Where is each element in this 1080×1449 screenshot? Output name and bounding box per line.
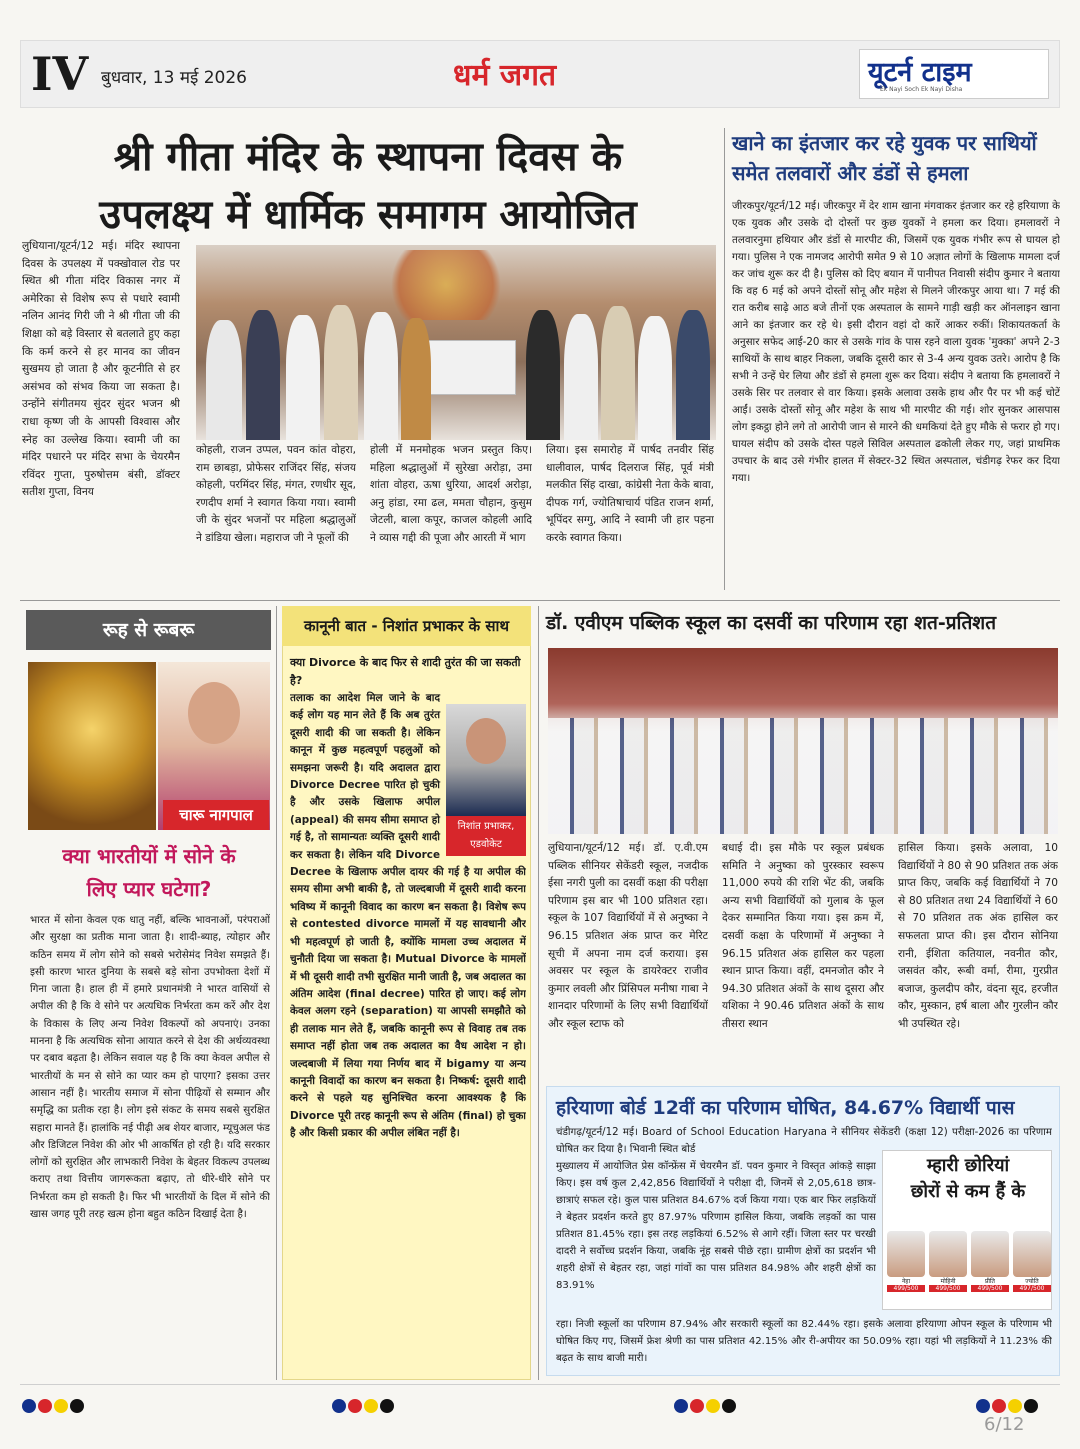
gold-column-banner [26,610,271,650]
school-students-photo [548,648,1058,834]
school-text-col1: लुधियाना/यूटर्न/12 मई। डॉ. ए.वी.एम पब्लिक सीनियर सेकेंडरी स्कूल, नजदीक ईसा नगरी पुली का दसवीं कक्षा की परीक्षा परिणाम इस बार भी 100 प्रतिशत रहा। स्कूल के 107 विद्यार्थियों में से अनुष्का ने 96.15 प्रतिशत अंक प्राप्त कर मेरिट सूची में अपना नाम दर्ज कराया। इस अवसर पर स्कूल के डायरेक्टर राजीव कुमार लवली और प्रिंसिपल मनीषा गाबा ने शानदार परिणामों के लिए सभी विद्यार्थियों और स्कूल स्टाफ को [548,842,708,1030]
attack-headline [732,128,1060,188]
topper-score: 499/500 [971,1285,1009,1292]
topper-score: 499/500 [887,1285,925,1292]
school-text-col3: हासिल किया। इसके अलावा, 10 विद्यार्थियों ने 80 से 90 प्रतिशत तक अंक प्राप्त किए, जबकि कई विद्यार्थियों ने 70 से 80 प्रतिशत तथा 24 विद्यार्थियों ने 60 से 70 प्रतिशत तक अंक हासिल कर सफलता प्राप्त की। इस दौरान सोनिया रानी, ईशिता कतियाल, नवनीत कौर, जसवंत कौर, रूबी वर्मा, रीमा, गुरप्रीत बजाज, कुलदीप कौर, वंदना सूद, हरजीत कौर, मुस्कान, हर्ष बाला और गुरलीन कौर भी उपस्थित रहे। [898,842,1058,1030]
toppers-inset [882,1150,1052,1310]
topper-name: मोहिनी [940,1278,956,1285]
page-header [20,40,1060,108]
school-text-col2: बधाई दी। इस मौके पर स्कूल प्रबंधक समिति ने अनुष्का को पुरस्कार स्वरूप 11,000 रुपये की राशि भेंट की, जबकि अन्य सभी विद्यार्थियों को गुलाब के फूल देकर सम्मानित किया गया। इस क्रम में, दसवीं कक्षा के परिणामों में अनुष्का ने 96.15 प्रतिशत अंक हासिल कर पहला स्थान प्राप्त किया। वहीं, दमनजोत कौर ने 94.30 प्रतिशत अंकों के साथ दूसरा और यशिका ने 90.46 प्रतिशत अंकों के साथ तीसरा स्थान [722,842,884,1030]
page-roman-numeral: IV [31,47,89,101]
advocate-title: एडवोकेट [470,839,502,850]
gold-jewelry-photo [28,662,156,830]
legal-question: क्या Divorce के बाद फिर से शादी तुरंत की जा सकती है? [290,656,521,687]
board-intro: चंडीगढ़/यूटर्न/12 मई। Board of School Education Haryana ने सीनियर सेकेंडरी (कक्षा 12) परीक्षा-2026 का परिणाम घोषित कर दिया है। भिवानी स्थित बोर्ड [556,1127,1052,1155]
topper-2 [929,1231,967,1307]
masthead-logo [859,49,1049,99]
lead-text-col4: लिया। इस समारोह में पार्षद तनवीर सिंह धालीवाल, पार्षद दिलराज सिंह, पूर्व मंत्री मलकीत सिंह दाखा, कांग्रेसी नेता केके बावा, दीपक गर्ग, ज्योतिषाचार्य पंडित राजन शर्मा, भूपिंदर सग्गु, आदि ने स्वामी जी हार पहना करके स्वागत किया। [546,444,714,544]
section-title: धर्म जगत [453,58,557,93]
lead-text-col2: कोहली, राजन उप्पल, पवन कांत वोहरा, राम छाबड़ा, प्रोफेसर राजिंदर सिंह, संजय कोहली, परमिंदर सिंह, मंगत, रणधीर सूद, रणदीप शर्मा ने स्वागत किया गया। स्वामी जी के सुंदर भजनों पर महिला श्रद्धालुओं ने डांडिया खेला। महाराज जी ने फूलों की [196,444,356,544]
inset-line2: छोरों से कम हैं के [910,1181,1026,1202]
topper-name: प्रीति [985,1278,995,1285]
inset-line1: म्हारी छोरियां [926,1155,1010,1176]
legal-column-banner [282,606,531,646]
topper-3 [971,1231,1009,1307]
gold-headline-line2: लिए प्यार घटेगा? [86,877,212,901]
topper-name: ज्योति [1025,1278,1039,1285]
topper-name: नेहा [901,1278,911,1285]
legal-body-text: तलाक का आदेश मिल जाने के बाद कई लोग यह मान लेते हैं कि अब तुरंत दूसरी शादी की जा सकती है। लेकिन कानून में कुछ महत्वपूर्ण पहलुओं को समझना जरूरी है। यदि अदालत द्वारा Divorce Decree पारित हो चुकी है और उसके खिलाफ अपील (appeal) की समय सीमा समाप्त हो गई है, तो सामान्यतः व्यक्ति दूसरी शादी कर सकता है। लेकिन यदि Divorce Decree के खिलाफ अपील दायर की गई है या अपील की समय सीमा अभी बाकी है, तो जल्दबाजी में दूसरी शादी करना भविष्य में कानूनी विवाद का कारण बन सकता है। विशेष रूप से contested divorce मामलों में यह सावधानी और भी महत्वपूर्ण हो जाती है, क्योंकि मामला उच्च अदालत में चुनौती दिया जा सकता है। Mutual Divorce के मामलों में भी दूसरी शादी तभी सुरक्षित मानी जाती है, जब अदालत का अंतिम आदेश (final decree) पारित हो जाए। कई लोग केवल अलग रहने (separation) या आपसी समझौते को ही तलाक मान लेते हैं, जबकि कानूनी रूप से विवाह तब तक समाप्त नहीं होता जब तक अदालत का वैध आदेश न हो। जल्दबाजी में लिया गया निर्णय बाद में bigamy या अन्य कानूनी विवादों का कारण बन सकता है। निष्कर्ष: दूसरी शादी करने से पहले यह सुनिश्चित करना आवश्यक है कि Divorce पूरी तरह कानूनी रूप से अंतिम (final) हो चुका है और किसी प्रकार की अपील लंबित नहीं है। [290,692,526,1140]
board-headline: हरियाणा बोर्ड 12वीं का परिणाम घोषित, 84.67% विद्यार्थी पास [556,1097,1015,1119]
gold-body: भारत में सोना केवल एक धातु नहीं, बल्कि भावनाओं, परंपराओं और सुरक्षा का प्रतीक माना जाता है। शादी-ब्याह, त्योहार और कठिन समय में लोग सोने को सबसे भरोसेमंद निवेश समझते हैं। इसी कारण भारत दुनिया के सबसे बड़े सोना उपभोक्ता देशों में गिना जाता है। हाल ही में हमारे प्रधानमंत्री ने भारत वासियों से अपील की है कि वे सोने पर अत्यधिक निर्भरता कम करें और देश के विकास के लिए अन्य निवेश विकल्पों को अपनाएं। उनका मानना है कि अत्यधिक सोना आयात करने से देश की अर्थव्यवस्था पर दबाव बढ़ता है। लेकिन सवाल यह है कि क्या केवल अपील से भारतीयों के मन से सोने का प्यार कम हो पाएगा? इसका उत्तर आसान नहीं है। भारतीय समाज में सोना पीढ़ियों से सम्मान और समृद्धि का प्रतीक रहा है। लोग इसे संकट के समय सबसे सुरक्षित सहारा मानते हैं। हालांकि नई पीढ़ी अब शेयर बाजार, म्यूचुअल फंड और डिजिटल निवेश की ओर भी आकर्षित हो रही है। यदि सरकार लोगों को सुरक्षित और लाभकारी निवेश के बेहतर विकल्प उपलब्ध कराए तथा वित्तीय जागरूकता बढ़ाए, तो धीरे-धीरे सोने पर निर्भरता कम हो सकती है। फिर भी भारतीयों के दिल में सोने की खास जगह पूरी तरह खत्म होना बहुत कठिन दिखाई देता है। [30,915,270,1221]
logo-text: यूटर्न टाइम [868,57,972,88]
footer-color-dots-mid [674,1398,738,1417]
issue-date: बुधवार, 13 मई 2026 [101,68,247,88]
ceremony-photo [196,245,716,440]
topper-1 [887,1231,925,1307]
attack-headline-line1: खाने का इंतजार कर रहे युवक पर साथियों [732,131,1037,155]
footer-color-dots-center [332,1398,396,1417]
school-headline: डॉ. एवीएम पब्लिक स्कूल का दसवीं का परिणाम रहा शत-प्रतिशत [546,612,997,634]
topper-score: 499/500 [929,1285,967,1292]
legal-body [290,690,526,1374]
topper-4 [1013,1231,1051,1307]
lead-headline-line1: श्री गीता मंदिर के स्थापना दिवस के [113,134,623,180]
lead-headline [28,128,708,244]
gold-author-name: चारू नागपाल [179,806,253,824]
lead-text-col1: लुधियाना/यूटर्न/12 मई। मंदिर स्थापना दिवस के उपलक्ष्य में पक्खोवाल रोड पर स्थित श्री गीता मंदिर विकास नगर में अमेरिका से विशेष रूप से पधारे स्वामी नलिन आनंद गिरी जी ने श्री गीता जी की शिक्षा को बड़े विस्तार से बतलाते हुए कहा कि कर्म करने से हर मानव का जीवन सुखमय हो जाता है और कूटनीति से हर असंभव को संभव किया जा सकता है। उन्होंने संगीतमय सुंदर सुंदर भजन श्री राधा कृष्ण जी के आपसी विश्वास और स्नेह का उल्लेख किया। स्वामी जी का मंदिर पधारने पर मंदिर सभा के चेयरमैन रविंदर गुप्ता, पुरुषोत्तम बंसी, डॉक्टर सतीश गुप्ता, विनय [22,240,180,499]
legal-banner-text: कानूनी बात - निशांत प्रभाकर के साथ [303,617,510,635]
gold-author-label [163,800,269,830]
page-number: 6/12 [984,1414,1025,1435]
board-body-narrow: मुख्यालय में आयोजित प्रेस कॉन्फ्रेंस में चेयरमैन डॉ. पवन कुमार ने विस्तृत आंकड़े साझा किए। इस वर्ष कुल 2,42,856 विद्यार्थियों ने परीक्षा दी, जिनमें से 2,05,618 छात्र-छात्राएं सफल रहे। कुल पास प्रतिशत 84.67% दर्ज किया गया। एक बार फिर लड़कियों ने बेहतर प्रदर्शन करते हुए 87.97% परिणाम हासिल किया, जबकि लड़कों का पास प्रतिशत 81.45% रहा। इस तरह लड़कियां 6.52% से आगे रहीं। जिला स्तर पर चरखी दादरी ने सर्वोच्च प्रदर्शन किया, जबकि नूंह सबसे पीछे रहा। ग्रामीण क्षेत्रों का प्रदर्शन भी शहरी क्षेत्रों से बेहतर रहा, जहां गांवों का पास प्रतिशत 84.98% और शहरी क्षेत्रों का 83.91% [556,1161,876,1291]
attack-headline-line2: समेत तलवारों और डंडों से हमला [732,161,969,185]
board-body-wide: रहा। निजी स्कूलों का परिणाम 87.94% और सरकारी स्कूलों का 82.44% रहा। इसके अलावा हरियाणा ओपन स्कूल के परिणाम भी घोषित किए गए, जिसमें फ्रेश श्रेणी का पास प्रतिशत 42.15% और री-अपीयर का 50.09% रहा। यहां भी लड़कियों ने 11.23% की बढ़त के साथ बाजी मारी। [556,1319,1052,1364]
attack-body: जीरकपुर/यूटर्न/12 मई। जीरकपुर में देर शाम खाना मंगवाकर इंतजार कर रहे हरियाणा के एक युवक और उसके दो दोस्तों पर कुछ युवकों ने हमला कर दिया। हमलावरों ने तलवारनुमा हथियार और डंडों से मारपीट की, जिसमें एक युवक गंभीर रूप से घायल हो गया। पुलिस ने एक नामजद आरोपी समेत 9 से 10 अज्ञात लोगों के खिलाफ मामला दर्ज कर जांच शुरू कर दी है। पुलिस को दिए बयान में पानीपत निवासी संदीप कुमार ने बताया कि वह 6 मई को अपने दोस्तों सोनू और महेश से मिलने जीरकपुर आया था। 7 मई की रात करीब साढ़े आठ बजे तीनों एक अस्पताल के सामने गाड़ी खड़ी कर ऑनलाइन खाना आने का इंतजार कर रहे थे। इसी दौरान वहां दो कारें आकर रुकीं। शिकायतकर्ता के अनुसार सफेद आई-20 कार से उसके गांव के पास रहने वाला युवक 'मुक्का' अपने 2-3 साथियों के साथ बाहर निकला, जबकि दूसरी कार से 3-4 अन्य युवक उतरे। आरोप है कि सभी ने उन्हें घेर लिया और डंडों से हमला शुरू कर दिया। संदीप ने बताया कि हमलावरों ने उसके सिर पर तलवार से वार किया। इसके अलावा उसके हाथ और पैर पर भी कई चोटें आईं। उसके दोस्तों सोनू और महेश के साथ भी मारपीट की गई। शोर सुनकर आसपास लोग इकट्ठा होने लगे तो आरोपी जान से मारने की धमकियां देते हुए मौके से फरार हो गए। घायल संदीप को उसके दोस्त पहले सिविल अस्पताल ढकोली लेकर गए, जहां प्राथमिक उपचार के बाद उसे गंभीर हालत में सेक्टर-32 स्थित अस्पताल, चंडीगढ़ रेफर कर दिया गया। [732,200,1060,484]
gold-headline [28,840,270,906]
footer-color-dots-left [22,1398,86,1417]
topper-score: 497/500 [1013,1285,1051,1292]
gold-banner-text: रूह से रूबरू [102,619,195,641]
gold-headline-line1: क्या भारतीयों में सोने के [62,844,236,868]
lead-headline-line2: उपलक्ष्य में धार्मिक समागम आयोजित [99,192,637,238]
logo-tagline: Ek Nayi Soch Ek Nayi Disha [880,86,963,93]
advocate-name: निशांत प्रभाकर, [457,821,515,832]
lead-text-col3: होली में मनमोहक भजन प्रस्तुत किए। महिला श्रद्धालुओं में सुरेखा अरोड़ा, उमा शांता वोहरा, ऊषा धुरिया, आदर्श अरोड़ा, अनु हांडा, रमा ढल, ममता चौहान, कुसुम जेटली, बाला कपूर, काजल कोहली आदि ने व्यास गद्दी की पूजा और आरती में भाग [370,444,532,544]
